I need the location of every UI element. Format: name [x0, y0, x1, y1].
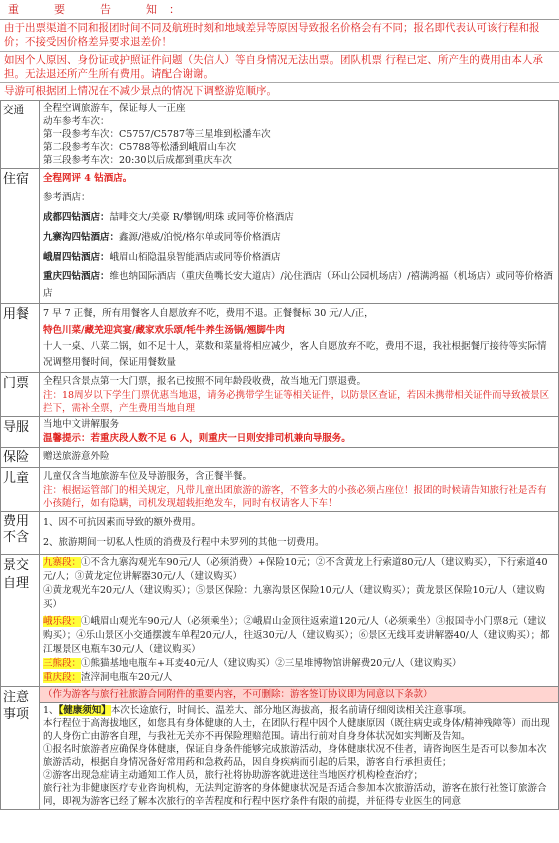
ticket-line2: 注：18周岁以下学生门票优惠当地退，请务必携带学生证等相关证件，以防景区查证，若因未携带相关证件而导致被景区拦下，需补全票，产生费用当地自理	[43, 390, 550, 414]
hotel-item-text: 喆啡交大/美豪 R/攀钢/明珠 或同等价格酒店	[109, 212, 294, 223]
health-notice-intro: 本次长途旅行，时间长、温差大、部分地区海拔高，报名前请仔细阅读相关注意事项。	[110, 705, 472, 716]
hotel-item-text: 峨眉山栢隐温泉智能酒店或同等价格酒店	[109, 252, 281, 263]
itinerary-table	[0, 100, 559, 810]
transport-line: 第二段参考车次：C5788等松潘到峨眉山车次	[43, 142, 236, 153]
row-guide	[1, 417, 559, 448]
child-line1: 儿童仅含当地旅游车位及导游服务，含正餐半餐。	[43, 471, 253, 482]
selfpay-cq-text: 渣滓洞电瓶车20元/人	[81, 672, 173, 683]
selfpay-cq	[43, 671, 555, 685]
row-child	[1, 468, 559, 512]
guide-tip: 温馨提示：若重庆段人数不足 6 人，则重庆一日则安排司机兼向导服务。	[43, 433, 351, 444]
exclude-line2: 2、旅游期间一切私人性质的消费及行程中未罗列的其他一切费用。	[43, 537, 325, 548]
transport-line: 动车参考车次：	[43, 116, 110, 127]
guide-line1: 当地中文讲解服务	[43, 419, 120, 430]
health-notice-p3: ②游客出现急症请主动通知工作人员，旅行社将协助游客就进送往当地医疗机构检查治疗；	[43, 770, 424, 781]
selfpay-jzg	[43, 556, 555, 584]
selfpay-em-name: 峨乐段：	[43, 616, 82, 627]
label-notes: 注意事项	[1, 687, 40, 810]
hotel-item	[43, 268, 555, 302]
notice-title: 重 要 告 知：	[0, 0, 559, 20]
selfpay-jzg-2: ④黄龙观光车20元/人（建议购买）；⑤景区保险：九寨沟景区保险10元/人（建议购买）；黄龙景区保险10元/人（建议购买）	[43, 585, 545, 610]
hotel-item	[43, 228, 555, 248]
hotel-ref: 参考酒店：	[43, 192, 91, 203]
transport-line: 第三段参考车次：20:30以后成都到重庆车次	[43, 155, 232, 166]
row-ticket	[1, 373, 559, 417]
selfpay-sx-text: ①熊猫基地电瓶车+耳麦40元/人（建议购买）②三星堆博物馆讲解费20元/人（建议购买）	[81, 658, 462, 669]
hotel-item-name: 九寨沟四钻酒店：	[43, 232, 120, 243]
selfpay-sx	[43, 657, 555, 671]
selfpay-em	[43, 615, 555, 657]
meal-line3: 十人一桌、八菜二锅，如不足十人，菜数和菜量将相应减少，客人自愿放弃不吃，费用不退，我社根据餐厅接待等实际情况调整用餐时间，保证用餐数量	[43, 341, 547, 368]
notice-price-disclaimer: 由于出票渠道不同和报团时间不同及航班时刻和地域差异等原因导致报名价格会有不同；报名即代表认可该行程和报价；不接受因价格差异要求退差价！	[4, 22, 540, 48]
hotel-item	[43, 248, 555, 268]
label-meal: 用餐	[1, 304, 40, 373]
notice-guide-order: 导游可根据团上情况在不减少景点的情况下调整游览顺序。	[4, 85, 277, 97]
transport-line: 全程空调旅游车，保证每人一正座	[43, 103, 186, 114]
health-notice-p4: 旅行社为非健康医疗专业咨询机构，无法判定游客的身体健康状况是否适合参加本次旅游活动，游客在旅行社签订旅游合同，即视为游客已经了解本次旅行的辛苦程度和行程中医疗条件有限的前提，并征得专业医生的同意	[43, 783, 547, 807]
row-selfpay	[1, 555, 559, 687]
row-hotel	[1, 169, 559, 304]
selfpay-jzg-name: 九寨段：	[43, 557, 82, 568]
hotel-headline: 全程网评 4 钻酒店。	[43, 173, 133, 184]
label-hotel: 住宿	[1, 169, 40, 304]
selfpay-em-text: ①峨眉山观光车90元/人（必须乘坐）；②峨眉山金顶往返索道120元/人（必须乘坐）③报国寺小门票8元（建议购买）；④乐山景区小交通摆渡车单程20元/人，往返30元/人（建议购买）；⑥景区无线耳麦讲解器40/人（建议购买）；都江堰景区电瓶车30元/人（建议购买）	[43, 616, 550, 655]
health-notice-title	[43, 704, 555, 717]
meal-line1: 7 早 7 正餐，所有用餐客人自愿放弃不吃，费用不退。正餐餐标 30 元/人/正，	[43, 308, 374, 319]
label-exclude: 费用不含	[1, 512, 40, 555]
notice-ticket-disclaimer: 如因个人原因、身份证或护照证件问题（失信人）等自身情况无法出票。团队机票 行程已定、所产生的费用由本人承担。无法退还所产生所有费用。请配合谢谢。	[4, 54, 543, 80]
label-ticket: 门票	[1, 373, 40, 417]
row-transport	[1, 101, 559, 169]
hotel-item	[43, 208, 555, 228]
label-child: 儿童	[1, 468, 40, 512]
exclude-line1: 1、因不可抗因素而导致的额外费用。	[43, 517, 202, 528]
notes-contract-clause: （作为游客与旅行社旅游合同附件的重要内容，不可删除：游客签订协议即为同意以下条款）	[40, 687, 558, 703]
hotel-item-text: 维也纳国际酒店（重庆鱼嘴长安大道店）/沁住酒店（环山公园机场店）/禧满鸿福（机场店）或同等价格酒店	[43, 271, 553, 299]
selfpay-sx-name: 三熊段：	[43, 658, 82, 669]
health-notice-p1: 本行程位于高海拔地区，如您具有身体健康的人士，在团队行程中因个人健康原因（既往病史或身体/精神残障等）而出现的人身伤亡由游客自理，与我社无关亦不再保险理赔范围。请出行前对自身身体状况如实判断及告知。	[43, 718, 550, 742]
health-notice-num: 1、	[43, 705, 59, 716]
hotel-item-text: 鑫源/港威/泊悦/格尔单或同等价格酒店	[119, 232, 281, 243]
hotel-item-name: 峨眉四钻酒店：	[43, 252, 110, 263]
label-selfpay: 景交自理	[1, 555, 40, 687]
transport-line: 第一段参考车次：C5757/C5787等三星堆到松潘车次	[43, 129, 271, 140]
row-notes	[1, 687, 559, 810]
label-transport: 交通	[1, 101, 40, 169]
hotel-item-name: 成都四钻酒店：	[43, 212, 110, 223]
meal-specialty: 特色川菜/藏羌迎宾宴/藏家欢乐颂/牦牛养生汤锅/翘脚牛肉	[43, 325, 285, 336]
health-notice-p2: ①报名时旅游者应确保身体健康，保证自身条件能够完成旅游活动，身体健康状况不佳者，请咨询医生是否可以参加本次旅游活动，根据自身情况备好常用药和急救药品，因自身疾病而引起的后果，游客自行承担责任；	[43, 744, 547, 768]
health-notice-label: 【健康须知】	[58, 705, 111, 716]
row-meal	[1, 304, 559, 373]
row-insurance	[1, 448, 559, 468]
hotel-item-name: 重庆四钻酒店：	[43, 271, 110, 282]
ticket-line1: 全程只含景点第一大门票，报名已按照不同年龄段收费，故当地无门票退费。	[43, 376, 367, 387]
label-guide: 导服	[1, 417, 40, 448]
child-note: 注：根据运管部门的相关规定，凡带儿童出团旅游的游客，不管多大的小孩必须占座位！报团的时候请告知旅行社是否有小孩随行，如有隐瞒，司机发现超载拒绝发车，同时有权请客人下车！	[43, 485, 547, 509]
label-insurance: 保险	[1, 448, 40, 468]
row-exclude	[1, 512, 559, 555]
selfpay-jzg-text: ①不含九寨沟观光车90元/人（必须消费）+保险10元；②不含黄龙上行索道80元/人（建议购买），下行索道40元/人；③黄龙定位讲解器30元/人（建议购买）	[43, 557, 548, 582]
insurance-line: 赠送旅游意外险	[43, 451, 110, 462]
selfpay-cq-name: 重庆段：	[43, 672, 82, 683]
